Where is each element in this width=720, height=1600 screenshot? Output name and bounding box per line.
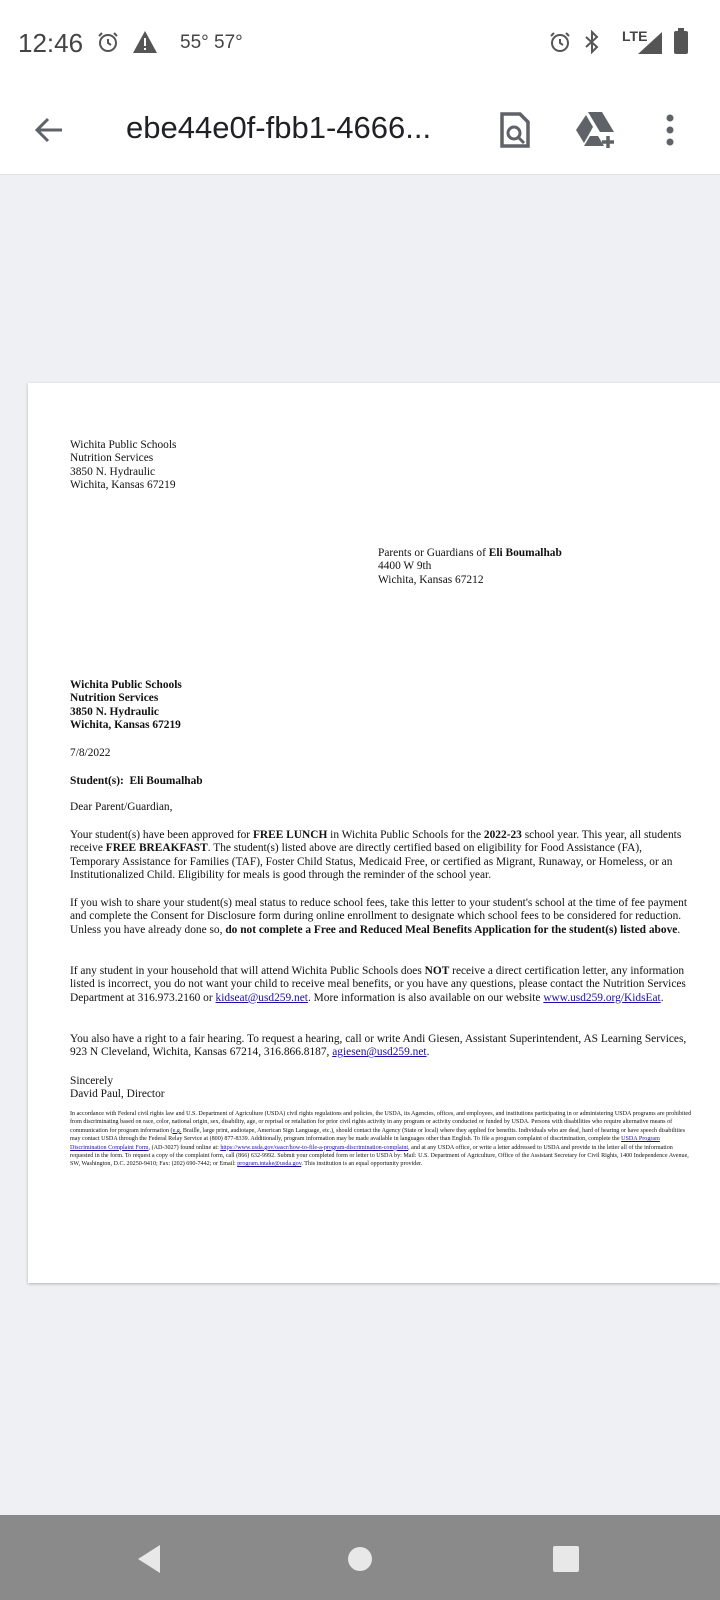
back-button[interactable]: [28, 108, 72, 152]
complaint-form-link[interactable]: USDA Program Discrimination Complaint Form: [70, 1136, 660, 1151]
students-line: [70, 775, 203, 788]
sender-line: Wichita, Kansas 67219: [70, 478, 176, 491]
text-run: . The student(s) listed above are directly certified based on eligibility for Food Assistance (FA), Temporary Assistance for Families (TAF), Foster Child Status, Medicaid Free, or certified as Migrant, Runaway, or Homeless, or an Institutionalized Child. Eligibility for meals is good through the reminder of the school year.: [70, 842, 673, 881]
text-run: Your student(s) have been approved for: [70, 829, 253, 841]
drive-add-icon: [572, 106, 620, 154]
text-run: , and at any USDA office, or write a letter addressed to USDA and provide in the letter all of the information requested in the form. To request a copy of the complaint form, call (866) 632-9992. Submit your completed form or letter to USDA by: Mail: U.S. Department of Agriculture, Office of the Assistant Secretary for Civil Rights, 1400 Independence Avenue, SW, Washington, D.C. 20250-9410; Fax: (202) 690-7442; or Email:: [70, 1144, 689, 1168]
text-run: . More information is also available on our website: [307, 991, 544, 1004]
recipient-name: Eli Boumalhab: [488, 547, 562, 559]
more-options-button[interactable]: [646, 106, 694, 154]
free-breakfast-text: FREE BREAKFAST: [105, 842, 208, 855]
recipient-address: [378, 547, 562, 587]
nav-home-button[interactable]: [342, 1541, 378, 1577]
not-text: NOT: [424, 965, 450, 977]
text-run: in Wichita Public Schools for the: [327, 829, 484, 841]
recipient-line: 4400 W 9th: [378, 560, 432, 573]
free-lunch-text: FREE LUNCH: [252, 829, 328, 841]
document-viewer[interactable]: [0, 175, 720, 1515]
recipient-line: Wichita, Kansas 67212: [378, 573, 484, 586]
letter-date: 7/8/2022: [70, 747, 111, 759]
text-run: , (AD-3027) found online at:: [148, 1144, 221, 1151]
salutation: Dear Parent/Guardian,: [70, 801, 173, 813]
sender-address: [70, 439, 176, 492]
alarm-icon: [548, 30, 572, 59]
signature: David Paul, Director: [70, 1088, 165, 1101]
text-run: .: [426, 1046, 430, 1059]
kidseat-website-link[interactable]: www.usd259.org/KidsEat: [543, 991, 661, 1004]
text-run: You also have a right to a fair hearing. To request a hearing, call or write Andi Giesen, Assistant Superintendent, AS Learning Services, 923 N Cleveland, Wichita, Kansas 67214, 316.866.8187,: [70, 1033, 687, 1059]
document-page: [28, 383, 720, 1283]
recipient-prefix: Parents or Guardians of: [378, 547, 489, 559]
kidseat-email-link[interactable]: kidseat@usd259.net: [215, 991, 308, 1004]
system-navigation-bar: [0, 1515, 720, 1600]
eg-text: e.g.: [172, 1127, 182, 1134]
back-arrow-icon: [28, 108, 72, 152]
agiesen-email-link[interactable]: agiesen@usd259.net: [332, 1046, 427, 1059]
text-run: .: [677, 923, 681, 936]
nav-back-button[interactable]: [134, 1541, 170, 1577]
sender-line: Wichita Public Schools: [70, 439, 177, 451]
more-vert-icon: [646, 106, 694, 154]
text-run: . This institution is an equal opportunity provider.: [301, 1161, 423, 1168]
alarm-icon: [96, 30, 120, 59]
sender-line: Nutrition Services: [70, 452, 154, 465]
closing-block: [70, 1075, 165, 1102]
usda-complaint-url-link[interactable]: https://www.usda.gov/oascr/how-to-file-a-program-discrimination-complaint: [220, 1144, 409, 1151]
network-type: LTE: [622, 28, 648, 44]
warning-icon: [132, 30, 158, 59]
text-run: receive a direct certification letter, any information listed is incorrect, you do not want your child to receive meal benefits, or you have any questions, please contact the Nutrition Services Department at 316.973.2160 or: [70, 965, 686, 1004]
paragraph-fees: [70, 897, 692, 937]
students-value: Eli Boumalhab: [129, 775, 203, 787]
letterhead-line: 3850 N. Hydraulic: [70, 705, 159, 718]
back-triangle-icon: [134, 1541, 170, 1577]
nondiscrimination-statement: [70, 1110, 692, 1169]
school-year-text: 2022-23: [483, 829, 522, 841]
text-run: Braille, large print, audiotape, American Sign Language, etc.), should contact the Agency (State or local) where they applied for benefits. Individuals who are deaf, hard of hearing or have speech disabilities may contact USDA through the Federal Relay Service at (800) 877-8339. Additionally, program information may be made available in languages other than English. To file a program complaint of discrimination, complete the: [70, 1127, 686, 1143]
app-toolbar: [0, 88, 720, 175]
document-title: ebe44e0f-fbb1-4666...: [126, 110, 432, 145]
paragraph-contact: [70, 965, 692, 1005]
status-temperatures: 55° 57°: [180, 32, 243, 53]
text-run: If any student in your household that will attend Wichita Public Schools does: [70, 965, 425, 977]
do-not-complete-text: do not complete a Free and Reduced Meal Benefits Application for the student(s) listed above: [225, 923, 678, 936]
signal-icon: [638, 32, 662, 59]
program-intake-email-link[interactable]: program.intake@usda.gov: [237, 1161, 302, 1168]
students-label: Student(s):: [70, 775, 124, 787]
bluetooth-icon: [582, 30, 602, 59]
paragraph-hearing: [70, 1033, 692, 1060]
letterhead-line: Wichita Public Schools: [70, 679, 182, 691]
status-time: 12:46: [18, 28, 84, 58]
paragraph-approval: [70, 829, 692, 882]
text-run: school year. This year, all students receive: [70, 829, 682, 855]
text-run: .: [660, 991, 664, 1004]
letterhead: [70, 679, 182, 732]
text-run: If you wish to share your student(s) meal status to reduce school fees, take this letter to your student's school at the time of fee payment and complete the Consent for Disclosure form during online enrollment to designate which school fees to be considered for reduction. Unless you have already done so,: [70, 897, 687, 936]
search-document-icon: [490, 106, 538, 154]
battery-icon: [674, 28, 688, 59]
sender-line: 3850 N. Hydraulic: [70, 465, 156, 478]
find-in-document-button[interactable]: [490, 106, 538, 154]
nav-recents-button[interactable]: [548, 1541, 584, 1577]
home-circle-icon: [342, 1541, 378, 1577]
add-to-drive-button[interactable]: [572, 106, 620, 154]
text-run: In accordance with Federal civil rights law and U.S. Department of Agriculture (USDA) civil rights regulations and policies, the USDA, its Agencies, offices, and employees, and institutions participating in or administering USDA programs are prohibited from discriminating based on race, color, national origin, sex, disability, age, or reprisal or retaliation for prior civil rights activity in any program or activity conducted or funded by USDA. Persons with disabilities who require alternative means of communication for program information (: [70, 1111, 692, 1134]
recents-square-icon: [548, 1541, 584, 1577]
closing: Sincerely: [70, 1075, 114, 1087]
letterhead-line: Wichita, Kansas 67219: [70, 718, 181, 731]
status-bar: [0, 0, 720, 88]
letterhead-line: Nutrition Services: [70, 692, 159, 705]
